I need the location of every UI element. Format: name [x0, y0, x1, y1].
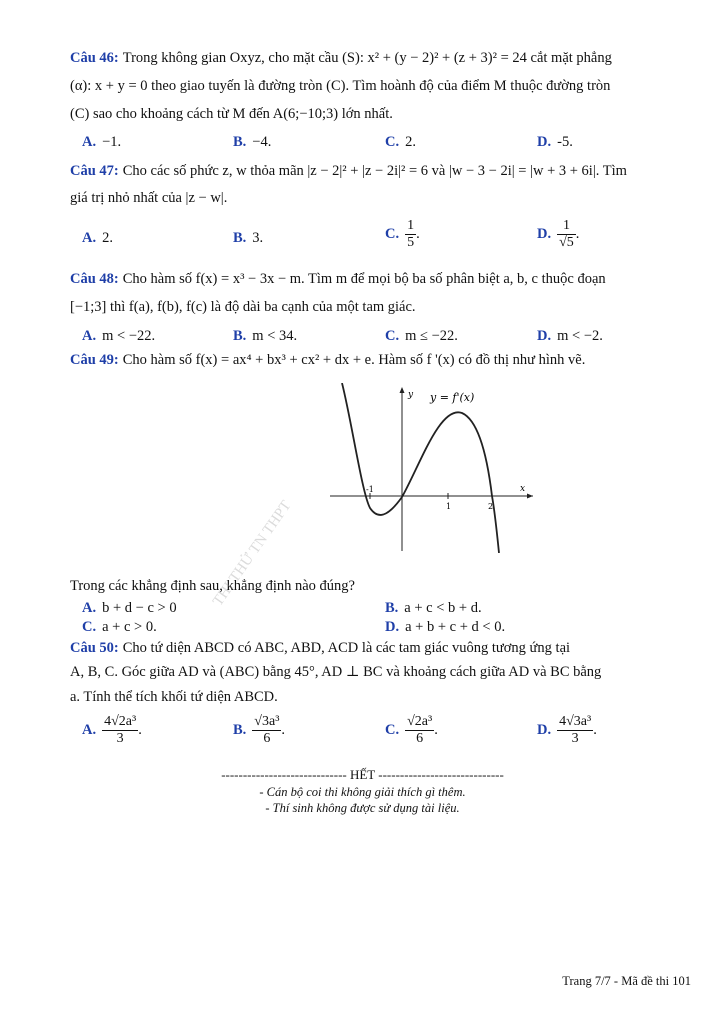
q46-option-c: C. 2.	[385, 134, 416, 150]
q47-label: Câu 47:	[70, 163, 119, 179]
note-proctor: - Cán bộ coi thi không giải thích gì thêm.	[259, 785, 466, 799]
q48-line1	[70, 269, 687, 289]
q49-text1: Cho hàm số f(x) = ax⁴ + bx³ + cx² + dx + e. Hàm số f '(x) có đồ thị như hình vẽ.	[122, 352, 586, 368]
fraction: $\frac{\text{√3a³}}{6}$	[254, 714, 280, 746]
q48-line2: [−1;3] thì f(a), f(b), f(c) là độ dài ba cạnh của một tam giác.	[70, 299, 416, 315]
q46-option-a: A. −1.	[82, 134, 122, 150]
page-footer: Trang 7/7 - Mã đề thi 101	[562, 974, 691, 988]
x-axis-label: x	[520, 484, 526, 494]
q47-option-d: D. $\frac{1}{√5}$ .	[537, 218, 580, 250]
q46-line1	[70, 48, 687, 68]
q46-option-d: D. -5.	[537, 134, 573, 150]
fraction: $\frac{1}{5}$	[407, 218, 415, 250]
curve-label: y = f'(x)	[430, 391, 475, 404]
q46-text1: Trong không gian Oxyz, cho mặt cầu (S): x² + (y − 2)² + (z + 3)² = 24 cắt mặt phẳng	[122, 50, 612, 66]
q50-line1	[70, 638, 687, 658]
q49-line1	[70, 350, 687, 370]
q47-text1: Cho các số phức z, w thỏa mãn |z − 2|² + |z − 2i|² = 6 và |w − 3 − 2i| = |w + 3 + 6i|. Tìm	[122, 163, 627, 179]
q50-text1: Cho tứ diện ABCD có ABC, ABD, ACD là các tam giác vuông tương ứng tại	[122, 640, 571, 656]
fraction: $\frac{1}{√5}$	[559, 218, 574, 250]
q46-option-b: B. −4.	[233, 134, 272, 150]
note-candidate: - Thí sinh không được sử dụng tài liệu.	[265, 801, 460, 815]
q49-option-a: A. b + d − c > 0	[82, 600, 177, 616]
q48-option-c: C. m ≤ −22.	[385, 328, 458, 344]
q50-line2: A, B, C. Góc giữa AD và (ABC) bằng 45°, AD ⊥ BC và khoảng cách giữa AD và BC bằng	[70, 664, 602, 680]
tick-label: 2	[488, 502, 494, 511]
fraction: $\frac{\text{4√2a³}}{3}$	[104, 714, 137, 746]
q48-option-a: A. m < −22.	[82, 328, 156, 344]
q47-option-b: B. 3.	[233, 230, 264, 246]
q49-label: Câu 49:	[70, 352, 119, 368]
q50-label: Câu 50:	[70, 640, 119, 656]
q50-option-b: B. $\frac{\text{√3a³}}{6}$ .	[233, 714, 286, 746]
q47-option-c: C. $\frac{1}{5}$ .	[385, 218, 420, 250]
q46-label: Câu 46:	[70, 50, 119, 66]
q49-option-b: B. a + c < b + d.	[385, 600, 482, 616]
watermark: THI THỬ TN THPT	[210, 497, 295, 610]
q48-label: Câu 48:	[70, 271, 119, 287]
curve-f-prime	[342, 383, 499, 553]
q50-option-d: D. $\frac{\text{4√3a³}}{3}$ .	[537, 714, 597, 746]
q50-option-c: C. $\frac{\text{√2a³}}{6}$ .	[385, 714, 438, 746]
q48-option-d: D. m < −2.	[537, 328, 603, 344]
q49-option-d: D. a + b + c + d < 0.	[385, 619, 506, 635]
y-axis-arrow	[400, 387, 405, 393]
q49-option-c: C. a + c > 0.	[82, 619, 157, 635]
q47-line1	[70, 161, 687, 181]
q48-option-b: B. m < 34.	[233, 328, 298, 344]
fraction: $\frac{\text{√2a³}}{6}$	[407, 714, 433, 746]
y-axis-label: y	[408, 390, 414, 400]
x-axis-arrow	[527, 494, 533, 499]
q46-line2: (α): x + y = 0 theo giao tuyến là đường tròn (C). Tìm hoành độ của điểm M thuộc đường tròn	[70, 78, 611, 94]
q50-option-a: A. $\frac{\text{4√2a³}}{3}$ .	[82, 714, 142, 746]
tick-label: -1	[366, 485, 374, 494]
q47-line2: giá trị nhỏ nhất của |z − w|.	[70, 190, 228, 206]
derivative-graph	[330, 383, 540, 553]
q47-option-a: A. 2.	[82, 230, 113, 246]
q49-line2: Trong các khẳng định sau, khẳng định nào đúng?	[70, 578, 355, 594]
fraction: $\frac{\text{4√3a³}}{3}$	[559, 714, 592, 746]
q48-text1: Cho hàm số f(x) = x³ − 3x − m. Tìm m để mọi bộ ba số phân biệt a, b, c thuộc đoạn	[122, 271, 606, 287]
q46-line3: (C) sao cho khoảng cách từ M đến A(6;−10;3) lớn nhất.	[70, 106, 393, 122]
tick-label: 1	[446, 502, 452, 511]
q50-line3: a. Tính thể tích khối tứ diện ABCD.	[70, 689, 278, 705]
end-marker: ----------------------------- HẾT -----------------------------	[221, 767, 504, 782]
